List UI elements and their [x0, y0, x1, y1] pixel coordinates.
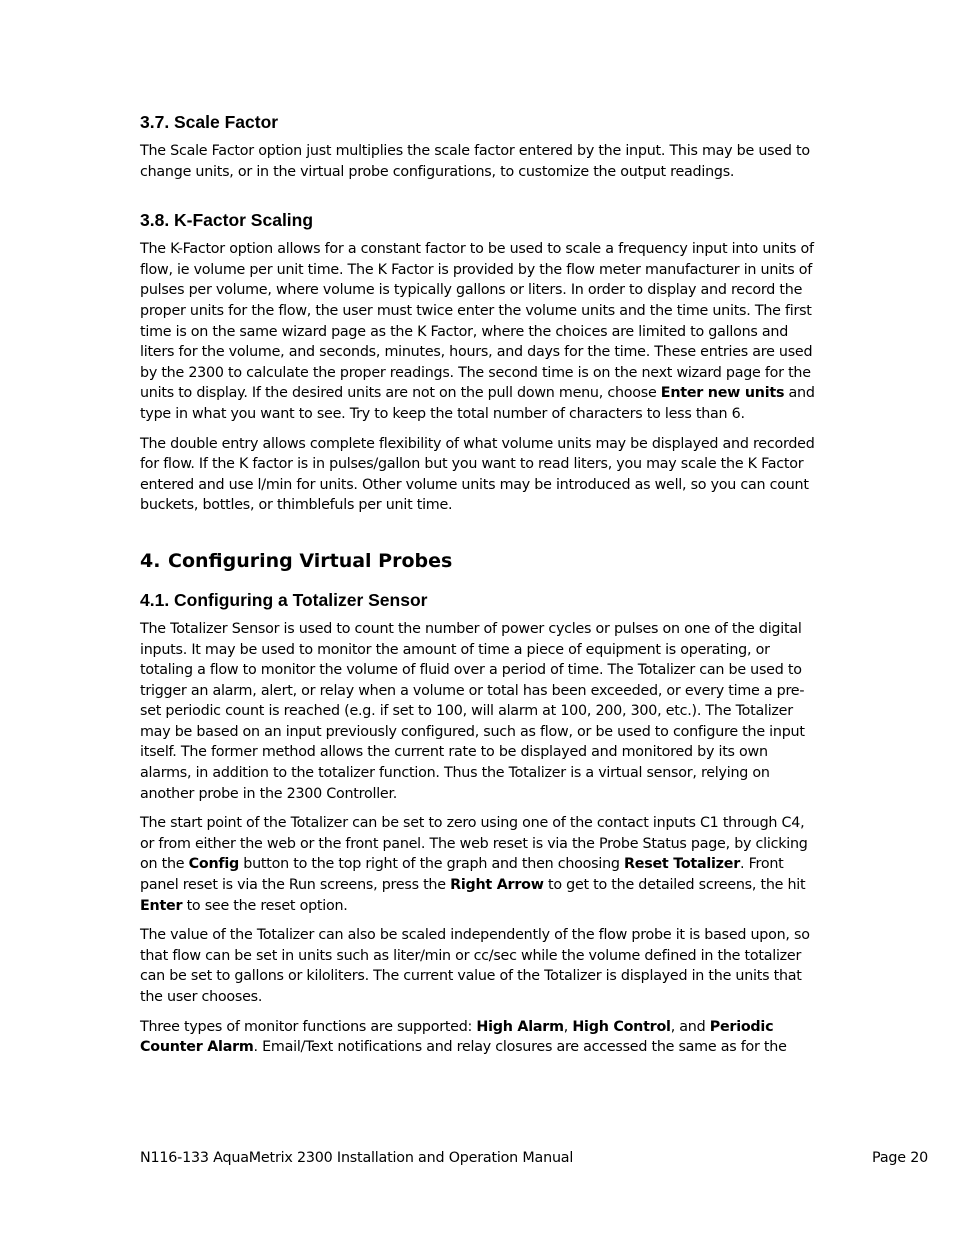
paragraph — [140, 239, 818, 424]
text-run: . Front panel reset is via the Run screens, press the — [140, 856, 784, 894]
text-run: , and — [670, 1018, 710, 1035]
bold-term: Enter new units — [660, 385, 785, 402]
text-run: to get to the detailed screens, the hit — [543, 877, 806, 894]
section-heading-4-1 — [140, 589, 818, 611]
bold-term: High Alarm — [476, 1018, 564, 1035]
bold-term: Right Arrow — [450, 877, 544, 894]
section-heading-3-8 — [140, 209, 818, 231]
bold-term: Reset Totalizer — [624, 856, 740, 873]
text-run: button to the top right of the graph and then choosing — [238, 856, 624, 873]
section-heading-3-7 — [140, 111, 818, 133]
chapter-heading-4 — [140, 549, 818, 573]
text-run: to see the reset option. — [182, 897, 348, 914]
paragraph: The double entry allows complete flexibility of what volume units may be displayed and recorded for flow. If the K factor is in pulses/gallon but you want to read liters, you may scale the K Factor entered and use l/min for units. Other volume units may be introduced as well, so you can count buckets, bottles, or thimblefuls per unit time. — [140, 435, 815, 514]
bold-term: Config — [188, 856, 239, 873]
section-number: 3.7. — [140, 112, 170, 132]
text-run: and type in what you want to see. Try to keep the total number of characters to less than 6. — [140, 385, 815, 422]
section-number: 3.8. — [140, 210, 170, 231]
text-run: Three types of monitor functions are supported: — [140, 1018, 477, 1035]
footer-doc-title: N116-133 AquaMetrix 2300 Installation and Operation Manual — [140, 1150, 574, 1166]
text-run: , — [563, 1018, 573, 1035]
page-content — [140, 111, 818, 1067]
paragraph — [140, 813, 818, 916]
chapter-number: 4. — [140, 549, 161, 572]
section-title: K-Factor Scaling — [174, 210, 314, 231]
paragraph — [140, 1017, 818, 1058]
bold-term: Enter — [140, 897, 183, 914]
section-title: Configuring a Totalizer Sensor — [174, 589, 428, 610]
text-run: The K-Factor option allows for a constant factor to be used to scale a frequency input into units of flow, ie volume per unit time. The K Factor is provided by the flow meter manufacturer in units of pulses per volume, where volume is typically gallons or liters. In order to display and record the proper units for the flow, the user must twice enter the volume units and the time units. The first time is on the same wizard page as the K Factor, where the choices are limited to gallons and liters for the volume, and seconds, minutes, hours, and days for the time. These entries are used by the 2300 to calculate the proper readings. The second time is on the next wizard page for the units to display. If the desired units are not on the pull down menu, choose — [140, 241, 814, 402]
paragraph: The value of the Totalizer can also be scaled independently of the flow probe it is based upon, so that flow can be set in units such as liter/min or cc/sec while the volume defined in the totalizer can be set to gallons or kiloliters. The current value of the Totalizer is displayed in the units that the user chooses. — [140, 927, 810, 1005]
chapter-title: Configuring Virtual Probes — [168, 549, 453, 572]
section-title: Scale Factor — [174, 112, 279, 132]
paragraph: The Scale Factor option just multiplies the scale factor entered by the input. This may be used to change units, or in the virtual probe configurations, to customize the output readings. — [140, 143, 810, 180]
bold-term: Periodic Counter Alarm — [140, 1018, 774, 1056]
text-run: . Email/Text notifications and relay closures are accessed the same as for the — [253, 1039, 787, 1056]
bold-term: High Control — [572, 1018, 671, 1035]
footer-page-number: Page 20 — [872, 1150, 928, 1166]
paragraph: The Totalizer Sensor is used to count the number of power cycles or pulses on one of the digital inputs. It may be used to monitor the amount of time a piece of equipment is operating, or totaling a flow to monitor the volume of fluid over a period of time. The Totalizer can be used to trigger an alarm, alert, or relay when a volume or total has been exceeded, or every time a pre-set periodic count is reached (e.g. if set to 100, will alarm at 100, 200, 300, etc.). The Totalizer may be based on an input previously configured, such as flow, or be used to configure the input itself. The former method allows the current rate to be displayed and monitored by its own alarms, in addition to the totalizer function. Thus the Totalizer is a virtual sensor, relying on another probe in the 2300 Controller. — [140, 620, 805, 802]
section-number: 4.1. — [140, 589, 170, 610]
text-run: The start point of the Totalizer can be set to zero using one of the contact inputs C1 through C4, or from either the web or the front panel. The web reset is via the Probe Status page, by clicking on the — [140, 815, 808, 873]
